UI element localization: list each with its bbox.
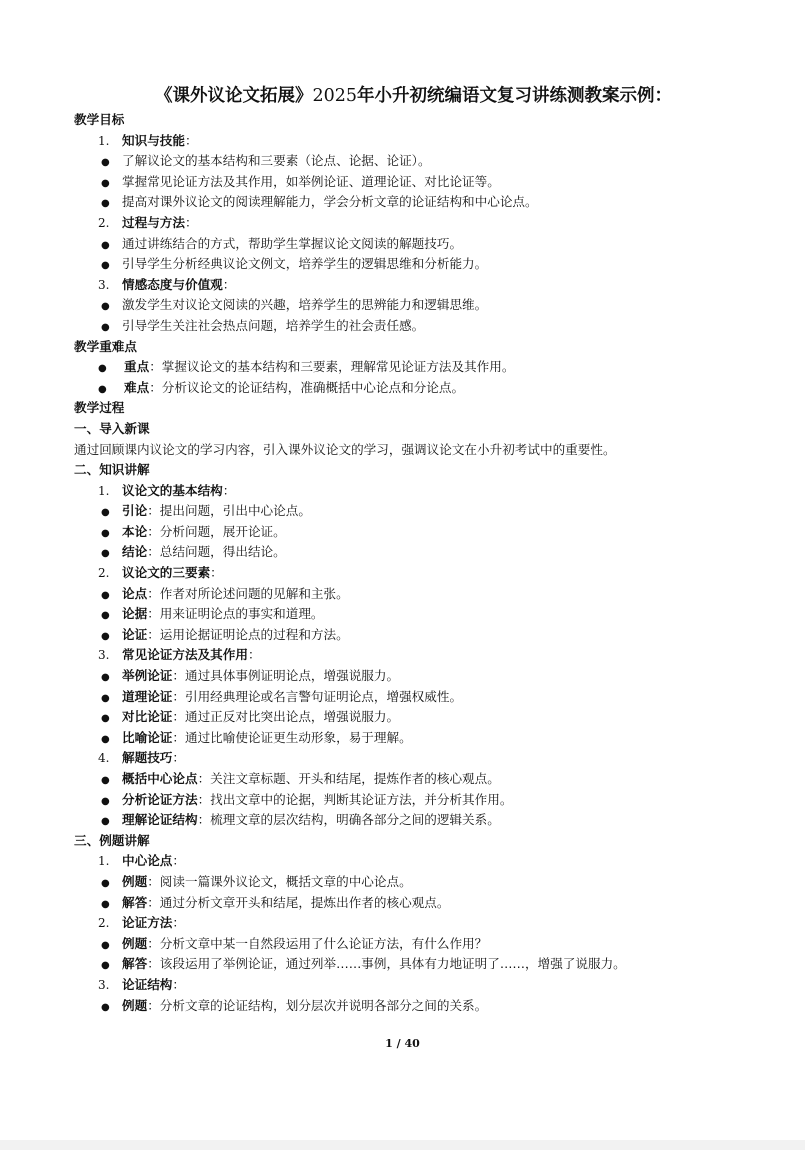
bullet-icon: ●	[101, 939, 110, 951]
list-item	[74, 769, 735, 790]
item-bold-label: 论证	[122, 626, 148, 642]
section-number: 3.	[98, 648, 110, 663]
section-colon: ：	[172, 915, 185, 931]
item-bold-label: 本论	[122, 523, 148, 539]
list-item	[74, 872, 735, 893]
objectives-heading: 教学目标	[74, 112, 125, 127]
section-label: 议论文的基本结构	[122, 482, 223, 498]
item-text: ：分析问题，展开论证。	[147, 523, 286, 539]
list-item	[74, 295, 735, 316]
item-text: ：找出文章中的论据，判断其论证方法，并分析其作用。	[197, 791, 513, 807]
numbered-list	[74, 851, 735, 1016]
item-text: ：引用经典理论或名言警句证明论点，增强权威性。	[172, 688, 463, 704]
examples-heading: 三、例题讲解	[74, 832, 150, 848]
examples-list	[74, 851, 735, 1016]
numbered-section	[74, 481, 735, 502]
numbered-section	[74, 851, 735, 872]
list-item	[74, 625, 735, 646]
item-bold-label: 解答	[122, 894, 148, 910]
section-label: 常见论证方法及其作用	[122, 647, 248, 663]
item-text: ：运用论据证明论点的过程和方法。	[147, 626, 349, 642]
list-item	[74, 687, 735, 708]
numbered-section	[74, 975, 735, 996]
item-text: ：通过具体事例证明论点，增强说服力。	[172, 668, 400, 684]
bullet-icon: ●	[101, 301, 110, 313]
item-text: ：阅读一篇课外议论文，概括文章的中心论点。	[147, 873, 412, 889]
bullet-icon: ●	[101, 260, 110, 272]
list-item	[74, 378, 735, 399]
item-text: ：通过分析文章开头和结尾，提炼出作者的核心观点。	[147, 894, 450, 910]
bullet-list	[74, 357, 735, 398]
numbered-section	[74, 275, 735, 296]
list-item	[74, 172, 735, 193]
item-bold-label: 分析论证方法	[122, 791, 198, 807]
bullet-icon: ●	[101, 775, 110, 786]
bullet-list	[74, 872, 735, 913]
section-number: 3.	[98, 277, 110, 292]
knowledge-heading: 二、知识讲解	[74, 462, 150, 478]
list-item	[74, 707, 735, 728]
item-bold-label: 引论	[122, 503, 148, 519]
item-bold-label: 结论	[122, 544, 148, 560]
bullet-icon: ●	[101, 960, 110, 972]
list-item	[74, 790, 735, 811]
document-title: 《课外议论文拓展》2025年小升初统编语文复习讲练测教案示例：	[154, 86, 673, 106]
numbered-list	[74, 131, 735, 337]
item-text: ：该段运用了举例论证，通过列举……事例，具体有力地证明了……，增强了说服力。	[147, 956, 626, 972]
numbered-section	[74, 748, 735, 769]
bullet-icon: ●	[101, 630, 110, 642]
bullet-list	[74, 584, 735, 646]
item-bold-label: 比喻论证	[122, 729, 173, 745]
bullet-icon: ●	[98, 383, 107, 395]
section-label: 论证方法	[122, 915, 173, 931]
bullet-icon: ●	[98, 363, 107, 375]
item-bold-label: 重点	[124, 359, 150, 375]
item-bold-label: 例题	[122, 997, 148, 1013]
item-text: 引导学生分析经典议论文例文，培养学生的逻辑思维和分析能力。	[122, 256, 488, 272]
bullet-list	[74, 151, 735, 213]
item-bold-label: 论据	[122, 606, 148, 622]
section-number: 4.	[98, 751, 110, 766]
section-number: 1.	[98, 854, 110, 869]
bullet-list	[74, 769, 735, 831]
item-text: ：通过正反对比突出论点，增强说服力。	[172, 709, 400, 725]
bullet-icon: ●	[101, 589, 110, 601]
objectives-list	[74, 131, 735, 337]
item-text: ：通过比喻使论证更生动形象，易于理解。	[172, 729, 412, 745]
bullet-list	[74, 666, 735, 748]
section-label: 论证结构	[122, 976, 173, 992]
bullet-list	[74, 234, 735, 275]
item-text: 提高对课外议论文的阅读理解能力，学会分析文章的论证结构和中心论点。	[122, 194, 538, 210]
item-text: ：分析文章的论证结构，划分层次并说明各部分之间的关系。	[147, 997, 488, 1013]
keypoints-heading: 教学重难点	[74, 338, 137, 354]
section-colon: ：	[222, 276, 236, 292]
section-label: 解题技巧	[122, 750, 173, 766]
bullet-icon: ●	[101, 321, 110, 333]
list-item	[74, 234, 735, 255]
item-bold-label: 例题	[122, 935, 148, 951]
item-text: ：作者对所论述问题的见解和主张。	[147, 585, 349, 601]
item-text: ：关注文章标题、开头和结尾，提炼作者的核心观点。	[197, 771, 500, 786]
bullet-icon: ●	[101, 527, 110, 539]
section-number: 2.	[98, 916, 110, 931]
list-item	[74, 996, 735, 1017]
item-bold-label: 例题	[122, 873, 148, 889]
item-text: ：提出问题，引出中心论点。	[147, 503, 311, 519]
item-text: ：掌握议论文的基本结构和三要素，理解常见论证方法及其作用。	[149, 359, 515, 375]
section-label: 中心论点	[122, 853, 173, 869]
item-text: 通过讲练结合的方式，帮助学生掌握议论文阅读的解题技巧。	[122, 235, 463, 251]
keypoints-list	[74, 357, 735, 398]
bullet-icon: ●	[101, 816, 110, 828]
section-number: 3.	[98, 977, 110, 992]
list-item	[74, 728, 735, 749]
item-bold-label: 对比论证	[122, 709, 173, 725]
bullet-icon: ●	[101, 795, 110, 807]
item-text: ：分析文章中某一自然段运用了什么论证方法，有什么作用？	[147, 935, 488, 951]
section-label: 知识与技能	[122, 132, 185, 148]
list-item	[74, 584, 735, 605]
item-text: ：梳理文章的层次结构，明确各部分之间的逻辑关系。	[197, 812, 500, 828]
item-bold-label: 论点	[122, 585, 148, 601]
numbered-section	[74, 213, 735, 234]
process-heading: 教学过程	[74, 400, 125, 416]
list-item	[74, 954, 735, 975]
item-bold-label: 解答	[122, 956, 148, 972]
item-bold-label: 概括中心论点	[122, 771, 198, 786]
list-item	[74, 934, 735, 955]
intro-heading: 一、导入新课	[74, 420, 150, 436]
knowledge-list	[74, 481, 735, 831]
list-item	[74, 522, 735, 543]
bullet-icon: ●	[101, 239, 110, 251]
bullet-icon: ●	[101, 692, 110, 704]
item-bold-label: 道理论证	[122, 688, 173, 704]
page-number: 1 / 40	[385, 1037, 420, 1050]
item-text: 掌握常见论证方法及其作用，如举例论证、道理论证、对比论证等。	[122, 173, 500, 189]
list-item	[74, 151, 735, 172]
list-item	[74, 501, 735, 522]
section-colon: ：	[184, 214, 198, 230]
numbered-section	[74, 645, 735, 666]
numbered-section	[74, 131, 735, 152]
bullet-icon: ●	[101, 177, 110, 189]
bullet-icon: ●	[101, 610, 110, 622]
section-colon: ：	[222, 482, 236, 498]
numbered-list	[74, 481, 735, 831]
numbered-section	[74, 913, 735, 934]
list-item	[74, 316, 735, 337]
intro-paragraph: 通过回顾课内议论文的学习内容，引入课外议论文的学习，强调议论文在小升初考试中的重要性。	[74, 441, 616, 457]
section-number: 1.	[98, 483, 110, 498]
section-number: 2.	[98, 215, 110, 230]
list-item	[74, 666, 735, 687]
bullet-icon: ●	[101, 548, 110, 560]
item-text: 引导学生关注社会热点问题，培养学生的社会责任感。	[122, 317, 425, 333]
bullet-list	[74, 295, 735, 336]
section-colon: ：	[172, 853, 185, 869]
section-colon: ：	[184, 132, 198, 148]
list-item	[74, 254, 735, 275]
section-colon: ：	[172, 976, 185, 992]
bullet-icon: ●	[101, 733, 110, 745]
bullet-list	[74, 501, 735, 563]
list-item	[74, 357, 735, 378]
numbered-section	[74, 563, 735, 584]
item-bold-label: 理解论证结构	[122, 812, 198, 828]
bullet-icon: ●	[101, 672, 110, 684]
bullet-list	[74, 934, 735, 975]
item-text: 激发学生对议论文阅读的兴趣，培养学生的思辨能力和逻辑思维。	[122, 297, 488, 313]
item-text: ：分析议论文的论证结构，准确概括中心论点和分论点。	[149, 379, 465, 395]
bullet-icon: ●	[101, 1001, 110, 1013]
bullet-list	[74, 996, 735, 1017]
list-item	[74, 542, 735, 563]
item-text: 了解议论文的基本结构和三要素（论点、论据、论证）。	[122, 153, 431, 169]
bullet-icon: ●	[101, 157, 110, 169]
bullet-icon: ●	[101, 713, 110, 725]
section-number: 2.	[98, 566, 110, 581]
item-text: ：用来证明论点的事实和道理。	[147, 606, 324, 622]
section-label: 过程与方法	[122, 214, 185, 230]
item-bold-label: 难点	[124, 379, 150, 395]
section-colon: ：	[210, 565, 223, 581]
section-label: 议论文的三要素	[122, 565, 211, 581]
list-item	[74, 192, 735, 213]
bullet-icon: ●	[101, 898, 110, 910]
list-item	[74, 810, 735, 831]
item-bold-label: 举例论证	[122, 668, 173, 684]
section-colon: ：	[172, 750, 185, 766]
list-item	[74, 604, 735, 625]
section-label: 情感态度与价值观	[122, 276, 223, 292]
bullet-icon: ●	[101, 198, 110, 210]
section-number: 1.	[98, 133, 110, 148]
bullet-icon: ●	[101, 507, 110, 519]
bullet-icon: ●	[101, 877, 110, 889]
section-colon: ：	[247, 647, 261, 663]
item-text: ：总结问题，得出结论。	[147, 544, 286, 560]
list-item	[74, 893, 735, 914]
